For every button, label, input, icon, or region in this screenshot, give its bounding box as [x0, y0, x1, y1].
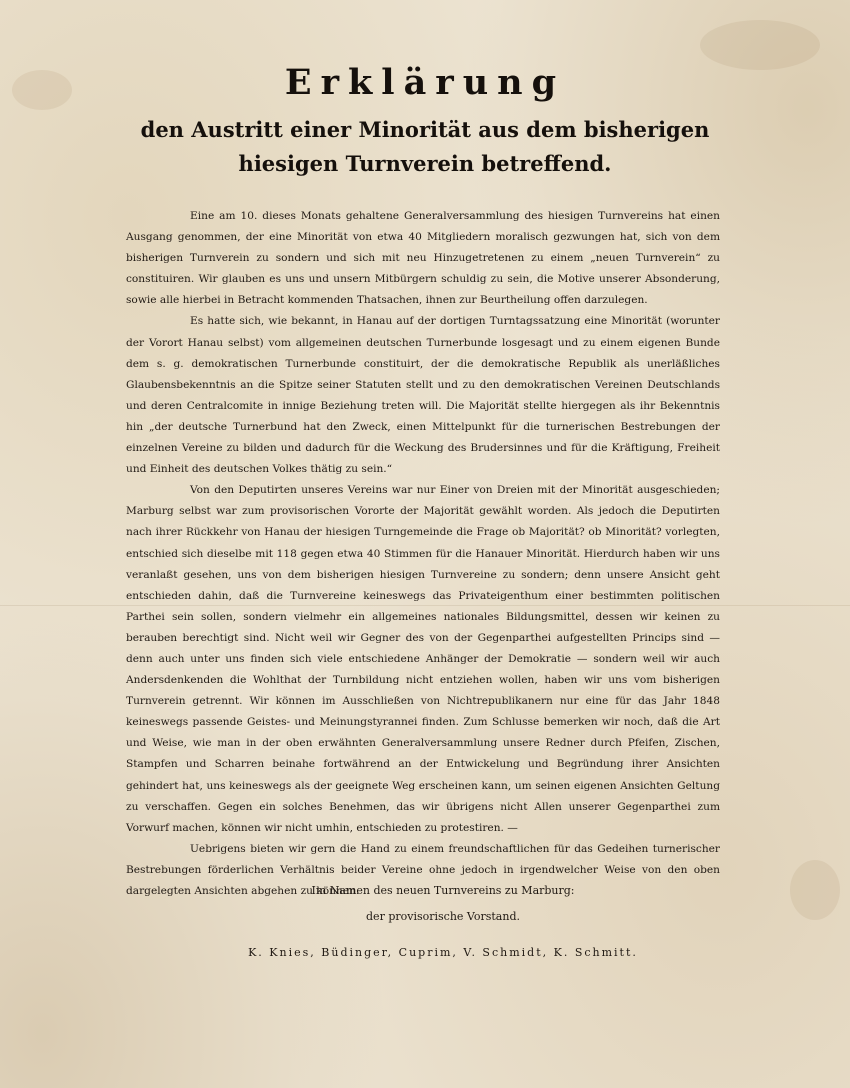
document-title: Erklärung: [284, 62, 566, 103]
paragraph-2: Es hatte sich, wie bekannt, in Hanau auf der dortigen Turntagssatzung eine Minorität (worunter der Vorort Hanau selbst) vom allgemeinen deutschen Turnerbunde losgesagt und zu einem eigenen Bunde dem s. g. demokratischen Turnerbunde constituirt, der die demokratische Republik als unerläßliches Glaubensbekenntnis an die Spitze seiner Statuten stellt und zu den demokratischen Vereinen Deutschlands und deren Centralcomite in innige Beziehung treten will. Die Majorität stellte hiergegen als ihr Bekenntnis hin „der deutsche Turnerbund hat den Zweck, einen Mittelpunkt für die turnerischen Bestrebungen der einzelnen Vereine zu bilden und dadurch für die Weckung des Brudersinnes und für die Kräftigung, Freiheit und Einheit des deutschen Volkes thätig zu sein.“: [126, 315, 720, 476]
document-subtitle: den Austritt einer Minorität aus dem bisherigen hiesigen Turnverein betreffend.: [140, 117, 710, 176]
paragraph-1: Eine am 10. dieses Monats gehaltene Generalversammlung des hiesigen Turnvereins hat einen Ausgang genommen, der eine Minorität von etwa 40 Mitgliedern moralisch gezwungen hat, sich von dem bisherigen Turnverein zu sondern und sich mit neu Hinzugetretenen zu einem „neuen Turnverein“ zu constituiren. Wir glauben es uns und unsern Mitbürgern schuldig zu sein, die Motive unserer Absonderung, sowie alle hierbei in Betracht kommenden Thatsachen, ihnen zur Beurtheilung offen darzulegen.: [126, 210, 720, 307]
signatory-names: K. Knies, Büdinger, Cuprim, V. Schmidt, K. Schmitt.: [248, 946, 638, 959]
paper-stain: [790, 860, 840, 920]
signature-board: der provisorische Vorstand.: [366, 910, 520, 923]
paragraph-3: Von den Deputirten unseres Vereins war nur Einer von Dreien mit der Minorität ausgeschieden; Marburg selbst war zum provisorischen Vororte der Majorität gewählt worden. Als jedoch die Deputirten nach ihrer Rückkehr von Hanau der hiesigen Turngemeinde die Frage ob Majorität? ob Minorität? vorlegten, entschied sich dieselbe mit 118 gegen etwa 40 Stimmen für die Hanauer Minorität. Hierdurch haben wir uns veranlaßt gesehen, uns von dem bisherigen hiesigen Turnvereine zu sondern; denn unsere Ansicht geht entschieden dahin, daß die Turnvereine keineswegs das Privateigenthum einer bestimmten politischen Parthei sein sollen, sondern vielmehr ein allgemeines nationales Bildungsmittel, dessen wir keinen zu berauben berechtigt sind. Nicht weil wir Gegner des von der Gegenparthei aufgestellten Princips sind — denn auch unter uns finden sich viele entschiedene Anhänger der Demokratie — sondern weil wir auch Andersdenkenden die Wohlthat der Turnbildung nicht entziehen wollen, haben wir uns vom bisherigen Turnverein getrennt. Wir können im Ausschließen von Nichtrepublikanern nur eine für das Jahr 1848 keineswegs passende Geistes- und Meinungstyrannei finden. Zum Schlusse bemerken wir noch, daß die Art und Weise, wie man in der oben erwähnten Generalversammlung unsere Redner durch Pfeifen, Zischen, Stampfen und Scharren beinahe fortwährend an der Entwickelung und Begründung ihrer Ansichten gehindert hat, uns keineswegs als der geeignete Weg erscheinen kann, um seinen eigenen Ansichten Geltung zu verschaffen. Gegen ein solches Benehmen, das wir übrigens nicht Allen unserer Gegenparthei zum Vorwurf machen, können wir nicht umhin, entschieden zu protestiren. —: [126, 484, 720, 834]
document-body: [126, 206, 720, 902]
signature-on-behalf: Im Namen des neuen Turnvereins zu Marburg:: [311, 884, 575, 897]
paragraph-4: Uebrigens bieten wir gern die Hand zu einem freundschaftlichen für das Gedeihen turnerischer Bestrebungen förderlichen Verhältnis beider Vereine ohne jedoch in irgendwelcher Weise von den oben dargelegten Ansichten abgehen zu können.: [126, 842, 720, 897]
